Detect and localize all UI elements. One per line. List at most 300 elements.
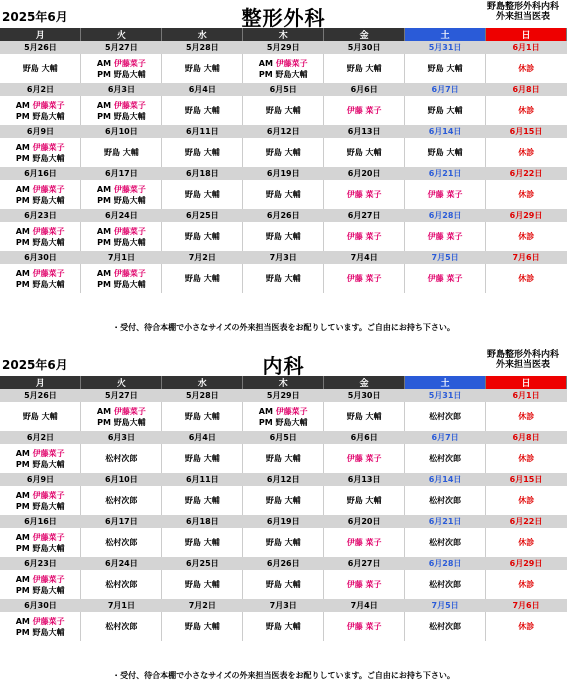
- doctor-name: 野島 大輔: [427, 64, 463, 73]
- date-cell: 6月20日: [324, 167, 405, 180]
- date-row: [0, 209, 567, 222]
- date-cell: 6月29日: [486, 557, 567, 570]
- date-cell: 7月1日: [81, 251, 162, 264]
- doctor-name: AM 伊藤菜子: [15, 574, 65, 584]
- doctor-name: 休診: [518, 64, 535, 73]
- doctor-name: 松村次郎: [429, 454, 462, 463]
- date-cell: 7月3日: [243, 251, 324, 264]
- doctor-cell: [81, 612, 162, 641]
- doctor-name: AM 伊藤菜子: [15, 142, 65, 152]
- doctor-name: AM 伊藤菜子: [15, 448, 65, 458]
- date-cell: 6月8日: [486, 83, 567, 96]
- doctor-name: 野島 大輔: [184, 580, 220, 589]
- doctor-row: [0, 264, 567, 293]
- date-cell: 6月23日: [0, 209, 81, 222]
- doctor-name: PM 野島大輔: [15, 459, 65, 469]
- date-cell: 6月24日: [81, 557, 162, 570]
- date-cell: 6月18日: [162, 515, 243, 528]
- doctor-name: PM 野島大輔: [97, 111, 146, 121]
- doctor-cell: [324, 612, 405, 641]
- date-cell: 6月18日: [162, 167, 243, 180]
- doctor-name: 松村次郎: [105, 454, 138, 463]
- doctor-name: 伊藤 菜子: [427, 232, 463, 241]
- date-cell: 6月3日: [81, 83, 162, 96]
- doctor-cell: [81, 444, 162, 473]
- doctor-cell: [0, 612, 81, 641]
- doctor-cell: [162, 54, 243, 83]
- doctor-cell: [486, 54, 567, 83]
- doctor-cell: [243, 222, 324, 251]
- date-cell: 7月1日: [81, 599, 162, 612]
- doctor-name: AM 伊藤菜子: [15, 490, 65, 500]
- doctor-cell: [324, 528, 405, 557]
- date-cell: 6月13日: [324, 125, 405, 138]
- date-cell: 6月4日: [162, 83, 243, 96]
- doctor-name: 野島 大輔: [184, 232, 220, 241]
- doctor-name: 休診: [518, 412, 535, 421]
- doctor-cell: [324, 486, 405, 515]
- date-cell: 6月7日: [405, 83, 486, 96]
- doctor-name: 松村次郎: [105, 622, 138, 631]
- doctor-row: [0, 570, 567, 599]
- doctor-cell: [486, 486, 567, 515]
- date-cell: 6月30日: [0, 251, 81, 264]
- doctor-cell: [324, 222, 405, 251]
- doctor-row: [0, 54, 567, 83]
- doctor-name: 野島 大輔: [22, 64, 58, 73]
- doctor-name: 伊藤 菜子: [346, 580, 382, 589]
- weekday-header: 火: [81, 376, 162, 389]
- weekday-header: 月: [0, 376, 81, 389]
- doctor-name: 休診: [518, 232, 535, 241]
- date-cell: 5月31日: [405, 41, 486, 54]
- date-cell: 6月10日: [81, 473, 162, 486]
- doctor-cell: [81, 138, 162, 167]
- doctor-cell: [243, 264, 324, 293]
- doctor-cell: [81, 528, 162, 557]
- doctor-cell: [81, 570, 162, 599]
- doctor-name: 休診: [518, 190, 535, 199]
- date-row: [0, 83, 567, 96]
- page-title: 内科: [262, 354, 305, 378]
- doctor-cell: [405, 444, 486, 473]
- doctor-cell: [0, 264, 81, 293]
- doctor-cell: [486, 222, 567, 251]
- doctor-name: PM 野島大輔: [15, 585, 65, 595]
- doctor-name: 伊藤 菜子: [346, 190, 382, 199]
- doctor-name: 松村次郎: [429, 412, 462, 421]
- doctor-cell: [486, 264, 567, 293]
- doctor-cell: [0, 180, 81, 209]
- year-month: 2025年6月: [2, 10, 68, 24]
- weekday-header: 水: [162, 376, 243, 389]
- doctor-name: 休診: [518, 580, 535, 589]
- doctor-name: 伊藤 菜子: [346, 274, 382, 283]
- doctor-name: 野島 大輔: [184, 64, 220, 73]
- doctor-name: AM 伊藤菜子: [15, 226, 65, 236]
- doctor-cell: [162, 612, 243, 641]
- doctor-cell: [324, 444, 405, 473]
- date-cell: 6月17日: [81, 515, 162, 528]
- doctor-cell: [405, 612, 486, 641]
- date-cell: 6月11日: [162, 473, 243, 486]
- doctor-name: 休診: [518, 454, 535, 463]
- doctor-cell: [0, 570, 81, 599]
- doctor-name: 松村次郎: [429, 496, 462, 505]
- doctor-name: 松村次郎: [105, 580, 138, 589]
- date-cell: 6月27日: [324, 209, 405, 222]
- doctor-row: [0, 486, 567, 515]
- doctor-name: 野島 大輔: [346, 148, 382, 157]
- doctor-cell: [0, 54, 81, 83]
- doctor-cell: [324, 570, 405, 599]
- date-cell: 6月2日: [0, 83, 81, 96]
- doctor-name: 伊藤 菜子: [346, 232, 382, 241]
- date-cell: 5月26日: [0, 41, 81, 54]
- doctor-cell: [486, 444, 567, 473]
- date-cell: 6月8日: [486, 431, 567, 444]
- doctor-row: [0, 402, 567, 431]
- doctor-name: 松村次郎: [105, 496, 138, 505]
- doctor-name: 野島 大輔: [265, 232, 301, 241]
- doctor-name: 野島 大輔: [427, 148, 463, 157]
- doctor-name: 伊藤 菜子: [346, 538, 382, 547]
- doctor-cell: [243, 612, 324, 641]
- doctor-row: [0, 612, 567, 641]
- date-row: [0, 599, 567, 612]
- doctor-cell: [0, 96, 81, 125]
- date-cell: 6月28日: [405, 557, 486, 570]
- doctor-cell: [486, 96, 567, 125]
- date-cell: 6月9日: [0, 125, 81, 138]
- schedule-orthopedics: [0, 0, 567, 332]
- weekday-header: 土: [405, 376, 486, 389]
- section-header: [0, 0, 567, 28]
- date-cell: 6月21日: [405, 167, 486, 180]
- doctor-cell: [405, 180, 486, 209]
- doctor-name: PM 野島大輔: [15, 153, 65, 163]
- doctor-name: 伊藤 菜子: [427, 274, 463, 283]
- date-cell: 6月12日: [243, 125, 324, 138]
- doctor-name: 休診: [518, 622, 535, 631]
- doctor-name: AM 伊藤菜子: [258, 58, 308, 68]
- doctor-name: 伊藤 菜子: [346, 454, 382, 463]
- doctor-name: 野島 大輔: [346, 64, 382, 73]
- doctor-name: 休診: [518, 496, 535, 505]
- weekday-header: 月: [0, 28, 81, 41]
- doctor-name: PM 野島大輔: [97, 279, 146, 289]
- date-cell: 5月27日: [81, 389, 162, 402]
- date-cell: 6月6日: [324, 431, 405, 444]
- doctor-cell: [162, 138, 243, 167]
- date-row: [0, 431, 567, 444]
- doctor-cell: [243, 180, 324, 209]
- doctor-name: 松村次郎: [105, 538, 138, 547]
- doctor-cell: [405, 222, 486, 251]
- doctor-name: PM 野島大輔: [97, 417, 146, 427]
- doctor-name: AM 伊藤菜子: [96, 100, 146, 110]
- doctor-cell: [324, 96, 405, 125]
- doctor-name: 野島 大輔: [265, 148, 301, 157]
- doctor-cell: [405, 264, 486, 293]
- date-cell: 6月4日: [162, 431, 243, 444]
- doctor-name: 野島 大輔: [265, 106, 301, 115]
- date-cell: 6月16日: [0, 515, 81, 528]
- date-cell: 6月10日: [81, 125, 162, 138]
- doctor-cell: [486, 180, 567, 209]
- date-cell: 6月26日: [243, 209, 324, 222]
- doctor-name: 松村次郎: [429, 538, 462, 547]
- date-cell: 6月29日: [486, 209, 567, 222]
- doctor-name: AM 伊藤菜子: [96, 226, 146, 236]
- year-month: 2025年6月: [2, 358, 68, 372]
- date-cell: 6月2日: [0, 431, 81, 444]
- doctor-name: 野島 大輔: [184, 622, 220, 631]
- doctor-name: 野島 大輔: [346, 496, 382, 505]
- date-cell: 6月19日: [243, 515, 324, 528]
- doctor-name: 伊藤 菜子: [346, 622, 382, 631]
- doctor-name: 野島 大輔: [184, 148, 220, 157]
- doctor-cell: [405, 570, 486, 599]
- doctor-cell: [0, 486, 81, 515]
- doctor-name: PM 野島大輔: [15, 501, 65, 511]
- doctor-name: PM 野島大輔: [97, 195, 146, 205]
- weekday-header: 木: [243, 28, 324, 41]
- doctor-name: AM 伊藤菜子: [15, 268, 65, 278]
- doctor-cell: [81, 96, 162, 125]
- doctor-row: [0, 96, 567, 125]
- date-cell: 5月26日: [0, 389, 81, 402]
- date-cell: 6月21日: [405, 515, 486, 528]
- doctor-name: AM 伊藤菜子: [15, 100, 65, 110]
- doctor-cell: [81, 486, 162, 515]
- doctor-cell: [243, 570, 324, 599]
- section-header: [0, 348, 567, 376]
- clinic-name: 野島整形外科内科: [486, 350, 559, 360]
- doctor-cell: [324, 180, 405, 209]
- doctor-name: 伊藤 菜子: [427, 190, 463, 199]
- doctor-name: 野島 大輔: [184, 412, 220, 421]
- doctor-cell: [324, 264, 405, 293]
- weekday-header: 金: [324, 28, 405, 41]
- doctor-name: 松村次郎: [429, 622, 462, 631]
- doctor-name: 野島 大輔: [265, 622, 301, 631]
- doctor-row: [0, 180, 567, 209]
- clinic-subtitle: [487, 2, 559, 22]
- date-row: [0, 389, 567, 402]
- date-cell: 7月2日: [162, 599, 243, 612]
- doctor-cell: [405, 486, 486, 515]
- date-cell: 6月6日: [324, 83, 405, 96]
- weekday-header: 水: [162, 28, 243, 41]
- date-cell: 7月5日: [405, 251, 486, 264]
- doctor-cell: [486, 570, 567, 599]
- doctor-name: AM 伊藤菜子: [96, 268, 146, 278]
- doctor-cell: [162, 570, 243, 599]
- date-cell: 6月23日: [0, 557, 81, 570]
- date-cell: 7月4日: [324, 251, 405, 264]
- doctor-name: PM 野島大輔: [258, 69, 308, 79]
- doctor-cell: [162, 486, 243, 515]
- doctor-row: [0, 222, 567, 251]
- doctor-name: AM 伊藤菜子: [258, 406, 308, 416]
- doctor-name: AM 伊藤菜子: [15, 184, 65, 194]
- schedule-table: [0, 376, 567, 641]
- date-cell: 6月22日: [486, 515, 567, 528]
- doctor-cell: [81, 54, 162, 83]
- date-cell: 5月28日: [162, 41, 243, 54]
- doctor-name: 野島 大輔: [184, 454, 220, 463]
- doctor-cell: [243, 402, 324, 431]
- footnote: ・受付、待合本棚で小さなサイズの外来担当医表をお配りしています。ご自由にお持ち下さい。: [112, 671, 455, 680]
- doctor-name: PM 野島大輔: [15, 237, 65, 247]
- date-cell: 7月2日: [162, 251, 243, 264]
- doctor-cell: [0, 402, 81, 431]
- schedule-internal-medicine: [0, 348, 567, 680]
- doctor-cell: [243, 96, 324, 125]
- doctor-name: 休診: [518, 274, 535, 283]
- doctor-name: 野島 大輔: [184, 190, 220, 199]
- clinic-subtitle: [487, 350, 559, 370]
- date-cell: 6月9日: [0, 473, 81, 486]
- doctor-name: 野島 大輔: [184, 496, 220, 505]
- date-cell: 6月5日: [243, 83, 324, 96]
- date-cell: 6月12日: [243, 473, 324, 486]
- doctor-name: 野島 大輔: [184, 106, 220, 115]
- doctor-cell: [243, 444, 324, 473]
- doctor-cell: [162, 528, 243, 557]
- weekday-header: 木: [243, 376, 324, 389]
- doctor-name: 野島 大輔: [265, 496, 301, 505]
- doctor-cell: [486, 612, 567, 641]
- doctor-cell: [486, 402, 567, 431]
- doctor-cell: [324, 138, 405, 167]
- date-cell: 6月1日: [486, 389, 567, 402]
- date-cell: 5月30日: [324, 41, 405, 54]
- table-caption: 外来担当医表: [495, 360, 550, 370]
- doctor-cell: [405, 96, 486, 125]
- weekday-header: 日: [486, 28, 567, 41]
- doctor-name: 野島 大輔: [346, 412, 382, 421]
- date-cell: 7月6日: [486, 251, 567, 264]
- doctor-row: [0, 528, 567, 557]
- doctor-name: PM 野島大輔: [15, 111, 65, 121]
- date-cell: 6月24日: [81, 209, 162, 222]
- doctor-name: 野島 大輔: [265, 274, 301, 283]
- date-cell: 6月19日: [243, 167, 324, 180]
- date-cell: 5月31日: [405, 389, 486, 402]
- date-cell: 6月28日: [405, 209, 486, 222]
- date-cell: 5月29日: [243, 389, 324, 402]
- doctor-name: 野島 大輔: [103, 148, 139, 157]
- doctor-name: AM 伊藤菜子: [96, 58, 146, 68]
- doctor-cell: [0, 138, 81, 167]
- doctor-cell: [324, 402, 405, 431]
- date-cell: 6月14日: [405, 473, 486, 486]
- date-cell: 6月20日: [324, 515, 405, 528]
- doctor-name: PM 野島大輔: [97, 69, 146, 79]
- doctor-cell: [486, 528, 567, 557]
- doctor-cell: [0, 222, 81, 251]
- date-cell: 7月4日: [324, 599, 405, 612]
- date-row: [0, 557, 567, 570]
- doctor-cell: [486, 138, 567, 167]
- doctor-cell: [162, 264, 243, 293]
- date-cell: 6月14日: [405, 125, 486, 138]
- doctor-cell: [405, 54, 486, 83]
- doctor-name: 休診: [518, 106, 535, 115]
- weekday-header: 火: [81, 28, 162, 41]
- doctor-cell: [405, 138, 486, 167]
- doctor-cell: [243, 486, 324, 515]
- doctor-name: 松村次郎: [429, 580, 462, 589]
- doctor-cell: [162, 96, 243, 125]
- doctor-row: [0, 138, 567, 167]
- doctor-row: [0, 444, 567, 473]
- doctor-cell: [81, 222, 162, 251]
- doctor-cell: [405, 402, 486, 431]
- doctor-name: 休診: [518, 538, 535, 547]
- date-cell: 7月3日: [243, 599, 324, 612]
- doctor-name: AM 伊藤菜子: [96, 184, 146, 194]
- doctor-name: PM 野島大輔: [15, 195, 65, 205]
- weekday-header: 土: [405, 28, 486, 41]
- date-cell: 7月6日: [486, 599, 567, 612]
- doctor-name: 休診: [518, 148, 535, 157]
- doctor-cell: [162, 222, 243, 251]
- date-cell: 6月5日: [243, 431, 324, 444]
- date-cell: 6月30日: [0, 599, 81, 612]
- date-row: [0, 125, 567, 138]
- doctor-name: 野島 大輔: [427, 106, 463, 115]
- doctor-cell: [162, 444, 243, 473]
- date-cell: 5月28日: [162, 389, 243, 402]
- doctor-name: AM 伊藤菜子: [15, 616, 65, 626]
- doctor-name: PM 野島大輔: [15, 279, 65, 289]
- doctor-cell: [0, 444, 81, 473]
- date-cell: 6月13日: [324, 473, 405, 486]
- date-row: [0, 473, 567, 486]
- date-cell: 7月5日: [405, 599, 486, 612]
- doctor-cell: [243, 54, 324, 83]
- doctor-name: AM 伊藤菜子: [15, 532, 65, 542]
- doctor-name: PM 野島大輔: [97, 237, 146, 247]
- weekday-header: 金: [324, 376, 405, 389]
- date-cell: 6月25日: [162, 209, 243, 222]
- doctor-cell: [0, 528, 81, 557]
- date-row: [0, 515, 567, 528]
- doctor-name: 野島 大輔: [265, 190, 301, 199]
- date-cell: 6月17日: [81, 167, 162, 180]
- doctor-cell: [81, 180, 162, 209]
- doctor-name: 野島 大輔: [265, 538, 301, 547]
- table-caption: 外来担当医表: [495, 12, 550, 22]
- doctor-cell: [162, 180, 243, 209]
- date-cell: 6月15日: [486, 473, 567, 486]
- date-cell: 6月27日: [324, 557, 405, 570]
- doctor-name: 野島 大輔: [265, 580, 301, 589]
- doctor-cell: [81, 402, 162, 431]
- doctor-name: 野島 大輔: [22, 412, 58, 421]
- date-cell: 5月27日: [81, 41, 162, 54]
- doctor-cell: [243, 528, 324, 557]
- date-cell: 6月11日: [162, 125, 243, 138]
- date-cell: 5月30日: [324, 389, 405, 402]
- date-cell: 6月1日: [486, 41, 567, 54]
- date-cell: 6月26日: [243, 557, 324, 570]
- date-cell: 6月25日: [162, 557, 243, 570]
- clinic-name: 野島整形外科内科: [486, 2, 559, 12]
